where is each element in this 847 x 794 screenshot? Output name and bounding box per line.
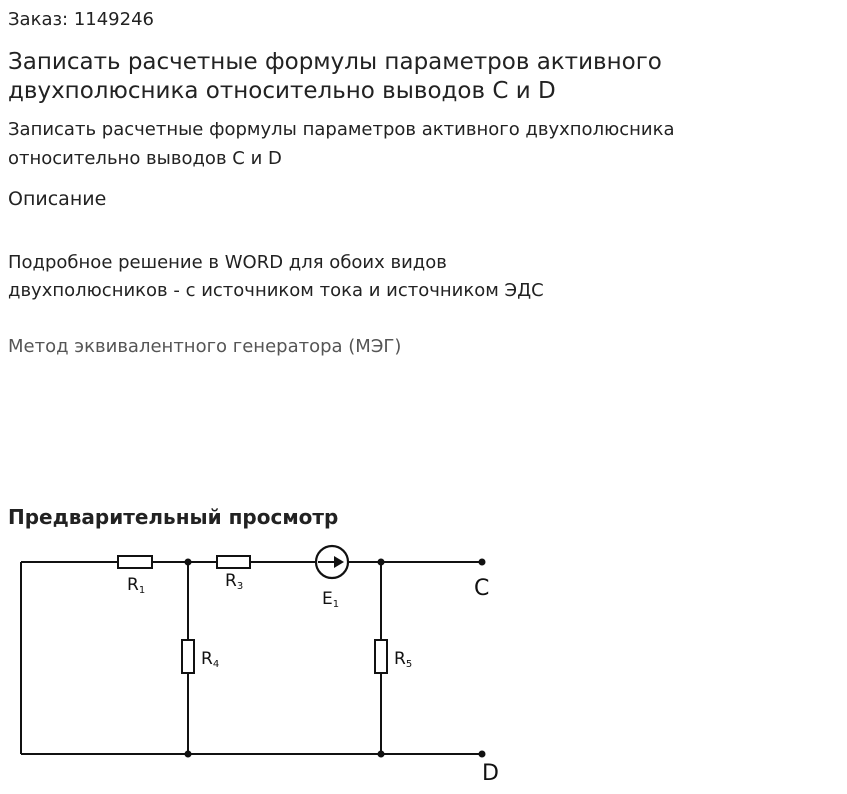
junction-dot [185, 559, 192, 566]
page-title: Записать расчетные формулы параметров активного двухполюсника относительно выводов C и D [8, 49, 662, 104]
method-text: Метод эквивалентного генератора (МЭГ) [8, 336, 402, 357]
resistor-r1 [118, 556, 152, 568]
resistor-r5 [375, 640, 387, 673]
label-r4: R4 [201, 649, 220, 670]
terminal-d-dot [479, 751, 486, 758]
label-e1: E1 [322, 589, 340, 610]
resistor-r3 [217, 556, 250, 568]
label-terminal-d: D [482, 761, 499, 786]
circuit-diagram [0, 540, 510, 790]
task-statement: Записать расчетные формулы параметров активного двухполюсника относительно выводов C и D [8, 119, 675, 169]
label-terminal-c: C [474, 576, 490, 601]
order-number: Заказ: 1149246 [8, 9, 154, 30]
description-heading: Описание [8, 188, 107, 210]
description-line: двухполюсников - с источником тока и источником ЭДС [8, 280, 544, 301]
resistor-r4 [182, 640, 194, 673]
label-r3: R3 [225, 571, 244, 592]
junction-dot [378, 559, 385, 566]
junction-dot [378, 751, 385, 758]
description-body [8, 249, 648, 305]
label-r1: R1 [127, 575, 146, 596]
description-line: Подробное решение в WORD для обоих видов [8, 252, 447, 273]
preview-heading: Предварительный просмотр [8, 505, 339, 529]
label-r5: R5 [394, 649, 413, 670]
emf-source-e1 [316, 546, 348, 578]
terminal-c-dot [479, 559, 486, 566]
junction-dot [185, 751, 192, 758]
